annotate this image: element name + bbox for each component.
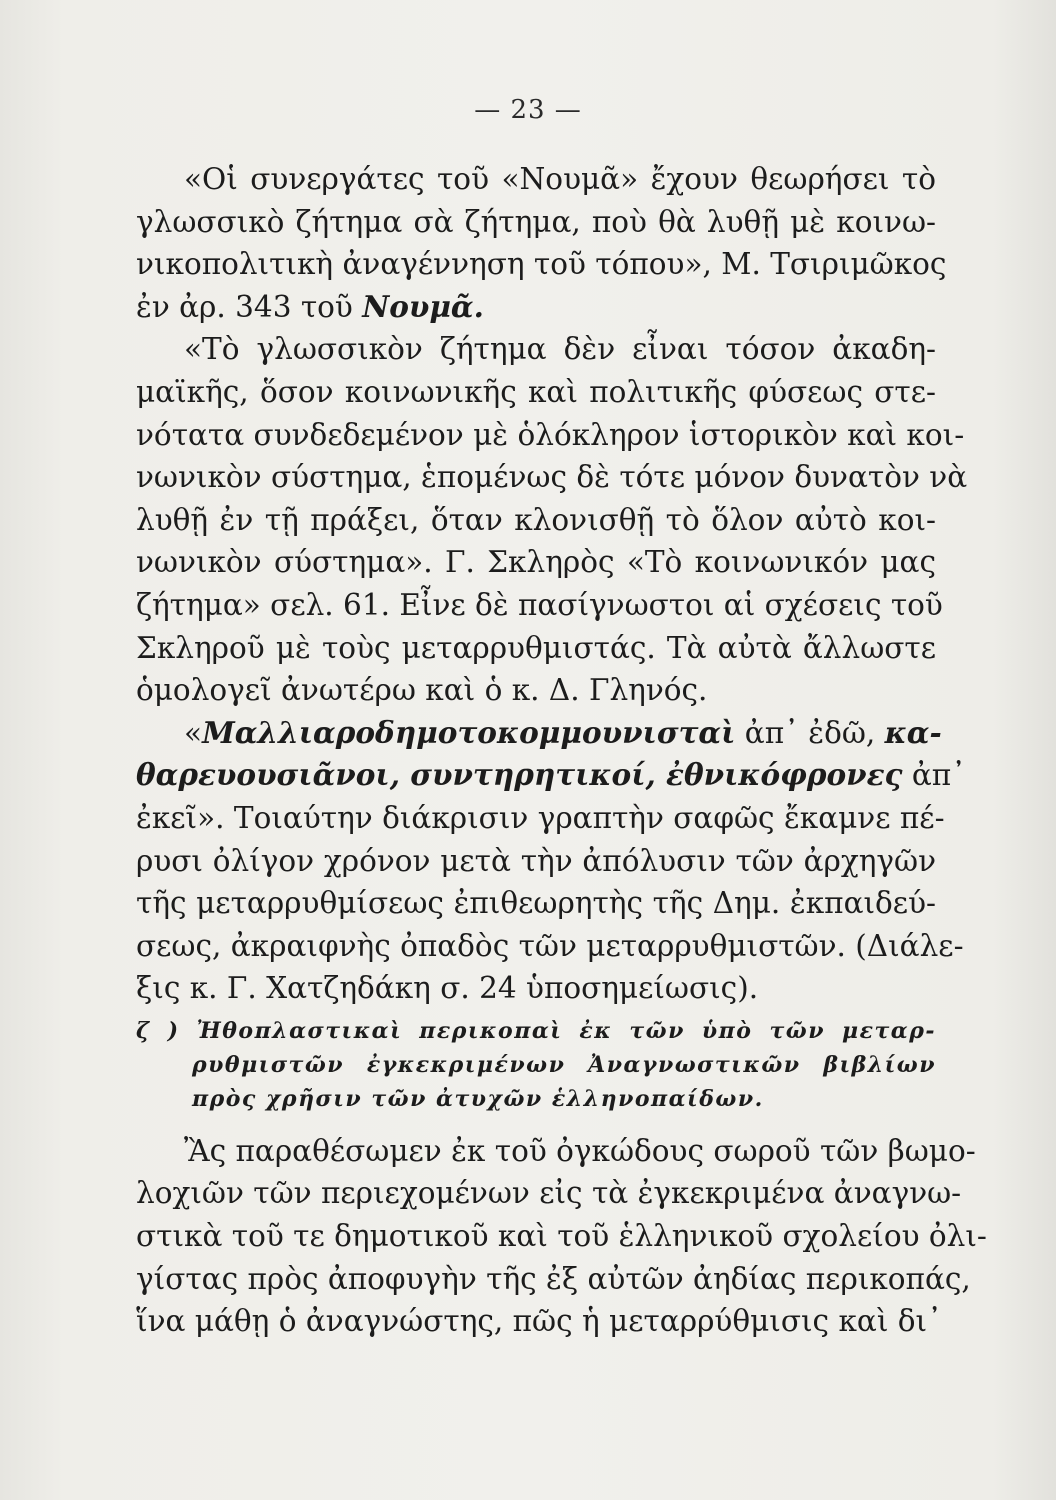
body-text [136, 158, 987, 1343]
heading-line: ζ ) Ἠθοπλαστικαὶ περικοπαὶ ἐκ τῶν ὑπὸ τῶν μεταρ- [136, 1017, 936, 1044]
text-line: λυθῇ ἐν τῇ πράξει, ὅταν κλονισθῇ τὸ ὅλον αὐτὸ κοι- [136, 502, 936, 537]
text-line: Σκληροῦ μὲ τοὺς μεταρρυθμιστάς. Τὰ αὐτὰ ἄλλωστε [136, 630, 936, 665]
paragraph-2 [136, 328, 968, 711]
text-line: Ἂς παραθέσωμεν ἐκ τοῦ ὀγκώδους σωροῦ τῶν βωμο- [184, 1133, 976, 1168]
newspaper-name: Νουμᾶ. [362, 288, 484, 324]
text-line: ἵνα μάθῃ ὁ ἀναγνώστης, πῶς ἡ μεταρρύθμισις καὶ δι᾽ [136, 1304, 942, 1339]
text-line: ξις κ. Γ. Χατζηδάκη σ. 24 ὑποσημείωσις). [136, 971, 759, 1006]
text-fragment: ἀπ᾽ ἐδῶ, [735, 715, 885, 750]
text-fragment: ἐν ἀρ. 343 τοῦ [136, 289, 363, 324]
paragraph-1 [136, 158, 947, 328]
emphasis-text: Μαλλιαροδημοτοκομμουνισταὶ [202, 714, 736, 750]
text-line: νωνικὸν σύστημα, ἑπομένως δὲ τότε μόνον δυνατὸν νὰ [136, 460, 968, 495]
text-line: ρυσι ὀλίγον χρόνον μετὰ τὴν ἀπόλυσιν τῶν ἀρχηγῶν [136, 843, 936, 878]
text-line: νωνικὸν σύστημα». Γ. Σκληρὸς «Τὸ κοινωνικόν μας [136, 545, 936, 580]
text-line: «Τὸ γλωσσικὸν ζήτημα δὲν εἶναι τόσον ἀκαδη- [184, 332, 936, 367]
section-heading [136, 1014, 936, 1116]
text-line: ζήτημα» σελ. 61. Εἶνε δὲ πασίγνωστοι αἱ σχέσεις τοῦ [136, 587, 943, 622]
text-line [136, 286, 936, 329]
emphasis-text: θαρευουσιᾶνοι, συντηρητικοί, ἐθνικόφρονες [136, 757, 903, 793]
text-line: λοχιῶν τῶν περιεχομένων εἰς τὰ ἐγκεκριμένα ἀναγνω- [136, 1176, 962, 1211]
paragraph-3 [136, 712, 966, 1010]
text-line: μαϊκῆς, ὅσον κοινωνικῆς καὶ πολιτικῆς φύσεως στε- [136, 374, 936, 409]
page-number: — 23 — [474, 95, 582, 125]
text-line: γίστας πρὸς ἀποφυγὴν τῆς ἐξ αὐτῶν ἀηδίας περικοπάς, [136, 1261, 971, 1296]
emphasis-text: κα- [884, 714, 942, 750]
text-line [136, 754, 966, 797]
text-line: «Οἱ συνεργάτες τοῦ «Νουμᾶ» ἔχουν θεωρήσει τὸ [184, 162, 936, 196]
text-fragment: « [184, 715, 203, 750]
text-fragment: ἀπ᾽ [902, 758, 966, 793]
heading-line: ρυθμιστῶν ἐγκεκριμένων Ἀναγνωστικῶν βιβλίων [192, 1051, 936, 1078]
text-line: στικὰ τοῦ τε δημοτικοῦ καὶ τοῦ ἑλληνικοῦ σχολείου ὀλι- [136, 1219, 987, 1254]
heading-line: πρὸς χρῆσιν τῶν ἀτυχῶν ἑλληνοπαίδων. [192, 1085, 764, 1112]
text-line: ἐκεῖ». Τοιαύτην διάκρισιν γραπτὴν σαφῶς ἔκαμνε πέ- [136, 800, 945, 835]
text-line: σεως, ἀκραιφνὴς ὀπαδὸς τῶν μεταρρυθμιστῶν. (Διάλε- [136, 928, 964, 963]
text-line: νότατα συνδεδεμένον μὲ ὁλόκληρον ἱστορικὸν καὶ κοι- [136, 417, 965, 452]
paragraph-4 [136, 1130, 987, 1343]
text-line: γλωσσικὸ ζήτημα σὰ ζήτημα, ποὺ θὰ λυθῇ μὲ κοινω- [136, 204, 936, 239]
text-line: ὁμολογεῖ ἀνωτέρω καὶ ὁ κ. Δ. Γληνός. [136, 673, 708, 708]
text-line: τῆς μεταρρυθμίσεως ἐπιθεωρητὴς τῆς Δημ. ἐκπαιδεύ- [136, 886, 936, 921]
text-line [136, 712, 942, 755]
text-line: νικοπολιτικὴ ἀναγέννηση τοῦ τόπου», Μ. Τσιριμῶκος [136, 247, 947, 282]
